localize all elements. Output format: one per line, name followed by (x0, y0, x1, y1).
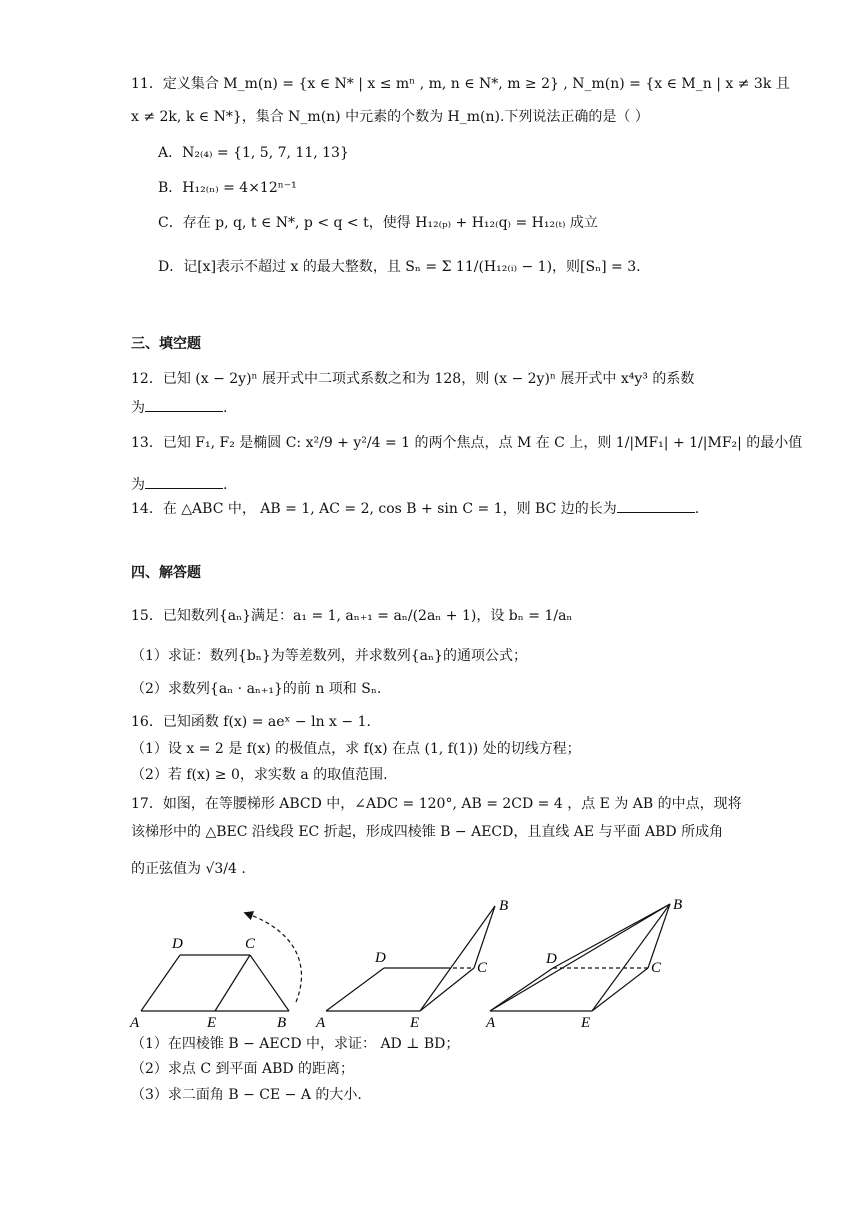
q16-line1: 16．已知函数 f(x) = aeˣ − ln x − 1. (131, 714, 371, 730)
q14-end: . (694, 501, 700, 517)
q13-answer-blank[interactable] (145, 474, 223, 489)
q13-line2 (131, 474, 227, 495)
q13-suffix: . (223, 477, 228, 493)
fig2-label-b: B (499, 898, 509, 914)
q16-part2: （2）若 f(x) ≥ 0，求实数 a 的取值范围. (131, 767, 388, 783)
figure-pyramid (490, 904, 670, 1011)
q14-answer-blank[interactable] (617, 498, 695, 513)
section-fill-in-title: 三、填空题 (131, 336, 201, 352)
q12-line1: 12．已知 (x − 2y)ⁿ 展开式中二项式系数之和为 128，则 (x − 2y)ⁿ 展开式中 x⁴y³ 的系数 (131, 371, 695, 387)
q17-part2: （2）求点 C 到平面 ABD 的距离； (131, 1061, 355, 1077)
q11-option-b: B．H₁₂₍ₙ₎ = 4×12ⁿ⁻¹ (158, 180, 297, 196)
section-solve-title: 四、解答题 (131, 565, 201, 581)
fig3-label-a: A (486, 1015, 496, 1030)
fig3-label-e: E (581, 1015, 591, 1030)
fig3-label-d: D (546, 951, 557, 967)
figure-trapezoid (141, 914, 301, 1011)
fig1-label-b: B (277, 1015, 287, 1030)
fig2-label-e: E (410, 1015, 420, 1030)
q17-part3: （3）求二面角 B − CE − A 的大小. (131, 1087, 362, 1103)
q11-line1: 11．定义集合 M_m(n) = {x ∈ N* | x ≤ mⁿ , m, n ∈ N*, m ≥ 2} , N_m(n) = {x ∈ M_n | x ≠ 3k 且 (131, 76, 790, 92)
q16-part1: （1）设 x = 2 是 f(x) 的极值点，求 f(x) 在点 (1, f(1)) 处的切线方程； (131, 741, 581, 757)
q11-option-a: A．N₂₍₄₎ = {1, 5, 7, 11, 13} (158, 145, 349, 161)
q17-line3: 的正弦值为 √3/4 . (131, 861, 246, 877)
q15-part2: （2）求数列{aₙ · aₙ₊₁}的前 n 项和 Sₙ. (131, 681, 382, 697)
q12-suffix: . (223, 400, 228, 416)
fig3-label-b: B (673, 897, 683, 913)
fig2-label-d: D (375, 950, 386, 966)
q12-prefix: 为 (131, 400, 145, 416)
fig2-label-c: C (477, 960, 488, 976)
fig3-edge-ad (490, 968, 553, 1011)
trapezoid-fold-figure (0, 890, 860, 1030)
fig3-edge-eb (592, 904, 670, 1011)
q11-option-d: D．记[x]表示不超过 x 的最大整数，且 Sₙ = Σ 11/(H₁₂₍ᵢ₎ − 1)，则[Sₙ] = 3. (158, 259, 641, 275)
q17-line1: 17．如图，在等腰梯形 ABCD 中，∠ADC = 120°, AB = 2CD = 4 ，点 E 为 AB 的中点，现将 (131, 796, 742, 812)
q12-answer-blank[interactable] (145, 397, 223, 412)
q11-option-c: C．存在 p, q, t ∈ N*, p < q < t，使得 H₁₂₍ₚ₎ + H₁₂₍q₎ = H₁₂₍ₜ₎ 成立 (158, 215, 598, 231)
q15-line1: 15．已知数列{aₙ}满足：a₁ = 1, aₙ₊₁ = aₙ/(2aₙ + 1)，设 bₙ = 1/aₙ (131, 608, 573, 624)
q11-line2: x ≠ 2k, k ∈ N*}，集合 N_m(n) 中元素的个数为 H_m(n).下列说法正确的是（ ） (131, 109, 649, 125)
q17-line2: 该梯形中的 △BEC 沿线段 EC 折起，形成四棱锥 B − AECD，且直线 AE 与平面 ABD 所成角 (131, 824, 724, 840)
q14-text: 14．在 △ABC 中， AB = 1, AC = 2, cos B + sin C = 1，则 BC 边的长为 (131, 501, 617, 517)
q14-line (131, 498, 699, 519)
fig2-edge-eb (420, 906, 495, 1011)
fig3-edge-ec (592, 968, 648, 1011)
fig1-label-d: D (172, 936, 183, 952)
q13-line1: 13．已知 F₁, F₂ 是椭圆 C: x²/9 + y²/4 = 1 的两个焦点，点 M 在 C 上，则 1/|MF₁| + 1/|MF₂| 的最小值 (131, 435, 803, 451)
fig1-edge-ec (215, 955, 250, 1011)
fig1-label-c: C (245, 936, 256, 952)
q12-line2 (131, 397, 227, 418)
fold-arrow (248, 914, 301, 1002)
fig3-edge-ab (490, 904, 670, 1011)
figure-folded (326, 906, 495, 1011)
q13-prefix: 为 (131, 477, 145, 493)
fig3-label-c: C (651, 960, 662, 976)
fig2-label-a: A (316, 1015, 326, 1030)
fig2-edge-ec (420, 968, 474, 1011)
fig2-edge-ad (326, 968, 384, 1011)
fig1-edge-cb (250, 955, 289, 1011)
q15-part1: （1）求证：数列{bₙ}为等差数列，并求数列{aₙ}的通项公式； (131, 648, 527, 664)
fig3-edge-db (553, 904, 670, 968)
fig1-label-e: E (207, 1015, 217, 1030)
fig1-label-a: A (130, 1015, 140, 1030)
fig2-edge-cb (474, 906, 495, 968)
fig1-edge-ad (141, 955, 180, 1011)
q17-part1: （1）在四棱锥 B − AECD 中，求证： AD ⊥ BD； (131, 1036, 460, 1052)
